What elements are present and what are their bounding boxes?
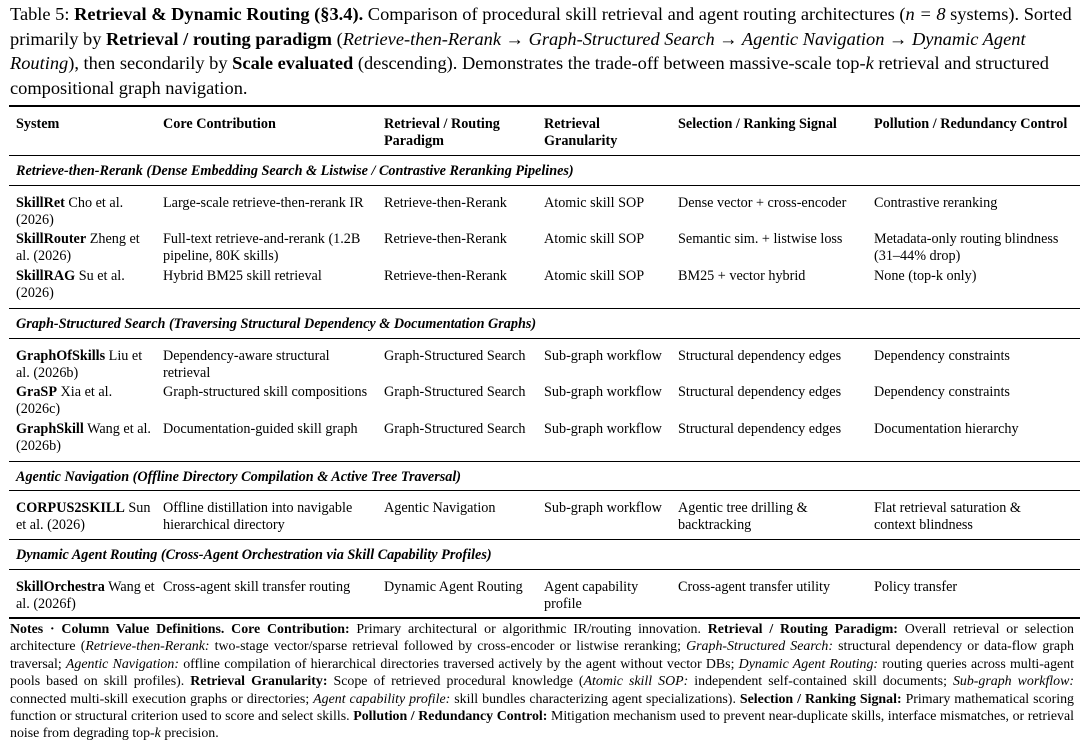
notes-italic: Sub-graph workflow:	[952, 674, 1074, 690]
pollution-cell: Dependency constraints	[874, 384, 1010, 400]
header-pollution: Pollution / Redundancy Control	[874, 116, 1068, 132]
core-cell: Hybrid BM25 skill retrieval	[163, 268, 322, 284]
caption-text: (	[331, 28, 343, 49]
system-name: SkillRet	[16, 195, 65, 211]
selection-cell: Structural dependency edges	[678, 348, 842, 364]
system-cell	[16, 195, 156, 229]
header-system: System	[16, 116, 60, 132]
granularity-cell: Atomic skill SOP	[544, 231, 645, 247]
header-paradigm: Retrieval / Routing Paradigm	[384, 116, 500, 149]
notes-italic: Agent capability profile:	[313, 691, 451, 707]
notes-text: skill bundles characterizing agent specializations).	[450, 691, 740, 707]
group-title: Graph-Structured Search (Traversing Structural Dependency & Documentation Graphs)	[16, 316, 537, 332]
notes-text: Primary mathematical scoring function or structural criterion used to score and select skills.	[10, 691, 1075, 725]
system-citation: Wang et al. (2026b)	[16, 421, 151, 454]
notes-text: Overall retrieval or selection architecture (	[10, 622, 1074, 655]
caption-title: Retrieval & Dynamic Routing (§3.4).	[74, 4, 364, 24]
group-title: Agentic Navigation (Offline Directory Compilation & Active Tree Traversal)	[16, 469, 462, 485]
core-cell: Large-scale retrieve-then-rerank IR	[163, 195, 364, 211]
pollution-cell: Flat retrieval saturation & context blindness	[874, 500, 1021, 533]
system-citation: Su et al. (2026)	[16, 268, 125, 301]
notes-text: Primary architectural or algorithmic IR/routing innovation.	[349, 622, 708, 637]
system-cell	[16, 384, 156, 418]
system-cell	[16, 231, 156, 265]
system-citation: Sun et al. (2026)	[16, 500, 151, 533]
system-name: GraphOfSkills	[16, 348, 106, 364]
pollution-cell: Policy transfer	[874, 579, 958, 595]
header-selection: Selection / Ranking Signal	[678, 116, 837, 132]
pollution-cell: Metadata-only routing blindness (31–44% drop)	[874, 231, 1059, 264]
caption-label: Table 5:	[10, 4, 70, 24]
caption-text: retrieval and structured compositional graph navigation.	[10, 53, 1049, 98]
system-name: GraSP	[16, 384, 57, 400]
selection-cell: Dense vector + cross-encoder	[678, 195, 847, 211]
notes-italic: k	[154, 726, 161, 742]
system-name: SkillRAG	[16, 268, 76, 284]
granularity-cell: Sub-graph workflow	[544, 421, 662, 437]
notes-bold: Pollution / Redundancy Control:	[353, 709, 548, 725]
selection-cell: Agentic tree drilling & backtracking	[678, 500, 808, 533]
core-cell: Offline distillation into navigable hierarchical directory	[163, 500, 353, 533]
granularity-cell: Atomic skill SOP	[544, 195, 645, 211]
core-cell: Dependency-aware structural retrieval	[163, 348, 330, 381]
group-rule	[9, 539, 1080, 540]
granularity-cell: Sub-graph workflow	[544, 348, 662, 364]
paradigm-cell: Dynamic Agent Routing	[384, 579, 523, 595]
core-cell: Graph-structured skill compositions	[163, 384, 368, 400]
caption-text: Comparison of procedural skill retrieval and agent routing architectures (	[363, 4, 906, 24]
caption-n: n = 8	[905, 4, 946, 24]
selection-cell: Semantic sim. + listwise loss	[678, 231, 843, 247]
system-cell	[16, 268, 156, 302]
paradigm-cell: Retrieve-then-Rerank	[384, 231, 507, 247]
notes-text: structural dependency or data-flow graph traversal;	[10, 639, 1074, 672]
system-cell	[16, 579, 161, 613]
header-granularity: Retrieval Granularity	[544, 116, 618, 149]
selection-cell: Structural dependency edges	[678, 384, 842, 400]
system-name: CORPUS2SKILL	[16, 500, 125, 516]
notes-text: Mitigation mechanism used to prevent near-duplicate skills, interface mismatches, or retrieval noise from degrading top-	[10, 709, 1075, 742]
notes-bold: Retrieval / Routing Paradigm:	[707, 622, 898, 637]
pollution-cell: Documentation hierarchy	[874, 421, 1019, 437]
notes-italic: Atomic skill SOP:	[583, 674, 689, 690]
core-cell: Cross-agent skill transfer routing	[163, 579, 351, 595]
notes-bold: Retrieval Granularity:	[190, 674, 328, 690]
caption-text: ), then secondarily by	[68, 53, 233, 73]
group-title: Retrieve-then-Rerank (Dense Embedding Search & Listwise / Contrastive Reranking Pipelines)	[16, 163, 574, 179]
system-citation: Xia et al. (2026c)	[16, 384, 113, 417]
caption-bold: Scale evaluated	[232, 53, 354, 73]
table-caption	[10, 2, 1072, 100]
notes-bold: Notes · Column Value Definitions. Core Contribution:	[10, 622, 350, 637]
paradigm-cell: Graph-Structured Search	[384, 384, 526, 400]
paradigm-cell: Retrieve-then-Rerank	[384, 195, 507, 211]
group-rule	[9, 308, 1080, 309]
notes-text: connected multi-skill execution graphs or directories;	[10, 691, 314, 707]
granularity-cell: Agent capability profile	[544, 579, 639, 612]
system-cell	[16, 421, 156, 455]
core-cell: Full-text retrieve-and-rerank (1.2B pipeline, 80K skills)	[163, 231, 361, 264]
notes-bold: Selection / Ranking Signal:	[739, 691, 902, 707]
pollution-cell: Contrastive reranking	[874, 195, 998, 211]
notes-text: two-stage vector/sparse retrieval followed by cross-encoder or listwise reranking;	[209, 639, 687, 655]
top-rule	[9, 105, 1080, 107]
paradigm-cell: Retrieve-then-Rerank	[384, 268, 507, 284]
granularity-cell: Sub-graph workflow	[544, 500, 662, 516]
notes-italic: Dynamic Agent Routing:	[738, 656, 879, 672]
table-notes	[10, 621, 1074, 743]
caption-order: Retrieve-then-Rerank → Graph-Structured Search → Agentic Navigation → Dynamic Agent Routing	[10, 28, 1026, 73]
selection-cell: Structural dependency edges	[678, 421, 842, 437]
pollution-cell: None (top-k only)	[874, 268, 977, 284]
group-rule	[9, 338, 1080, 339]
bottom-rule	[9, 617, 1080, 619]
selection-cell: Cross-agent transfer utility	[678, 579, 831, 595]
system-name: GraphSkill	[16, 421, 84, 437]
system-citation: Liu et al. (2026b)	[16, 348, 143, 381]
system-name: SkillRouter	[16, 231, 87, 247]
caption-k: k	[865, 53, 874, 73]
system-citation: Zheng et al. (2026)	[16, 231, 140, 264]
group-rule	[9, 461, 1080, 462]
caption-text: (descending). Demonstrates the trade-off between massive-scale top-	[353, 53, 866, 73]
granularity-cell: Sub-graph workflow	[544, 384, 662, 400]
group-title: Dynamic Agent Routing (Cross-Agent Orchestration via Skill Capability Profiles)	[16, 547, 492, 563]
notes-italic: Graph-Structured Search:	[686, 639, 833, 655]
pollution-cell: Dependency constraints	[874, 348, 1010, 364]
notes-italic: Retrieve-then-Rerank:	[85, 639, 210, 655]
notes-text: precision.	[160, 726, 219, 742]
notes-text: routing queries across multi-agent pools based on skill profiles).	[10, 656, 1074, 690]
header-core: Core Contribution	[163, 116, 276, 132]
group-rule	[9, 569, 1080, 570]
system-cell	[16, 348, 156, 382]
selection-cell: BM25 + vector hybrid	[678, 268, 806, 284]
group-rule	[9, 490, 1080, 491]
caption-bold: Retrieval / routing paradigm	[106, 28, 332, 49]
paradigm-cell: Graph-Structured Search	[384, 421, 526, 437]
system-cell	[16, 500, 161, 534]
core-cell: Documentation-guided skill graph	[163, 421, 358, 437]
notes-text: offline compilation of hierarchical directories traversed actively by the agent without vector DBs;	[178, 656, 739, 672]
notes-italic: Agentic Navigation:	[65, 656, 179, 672]
system-citation: Wang et al. (2026f)	[16, 579, 155, 612]
paradigm-cell: Graph-Structured Search	[384, 348, 526, 364]
notes-text: Scope of retrieved procedural knowledge (	[327, 674, 584, 690]
caption-text: systems). Sorted primarily by	[10, 4, 1072, 49]
system-citation: Cho et al. (2026)	[16, 195, 124, 228]
granularity-cell: Atomic skill SOP	[544, 268, 645, 284]
notes-text: independent self-contained skill documents;	[688, 674, 953, 690]
paradigm-cell: Agentic Navigation	[384, 500, 496, 516]
system-name: SkillOrchestra	[16, 579, 105, 595]
header-rule	[9, 155, 1080, 156]
group-rule	[9, 185, 1080, 186]
